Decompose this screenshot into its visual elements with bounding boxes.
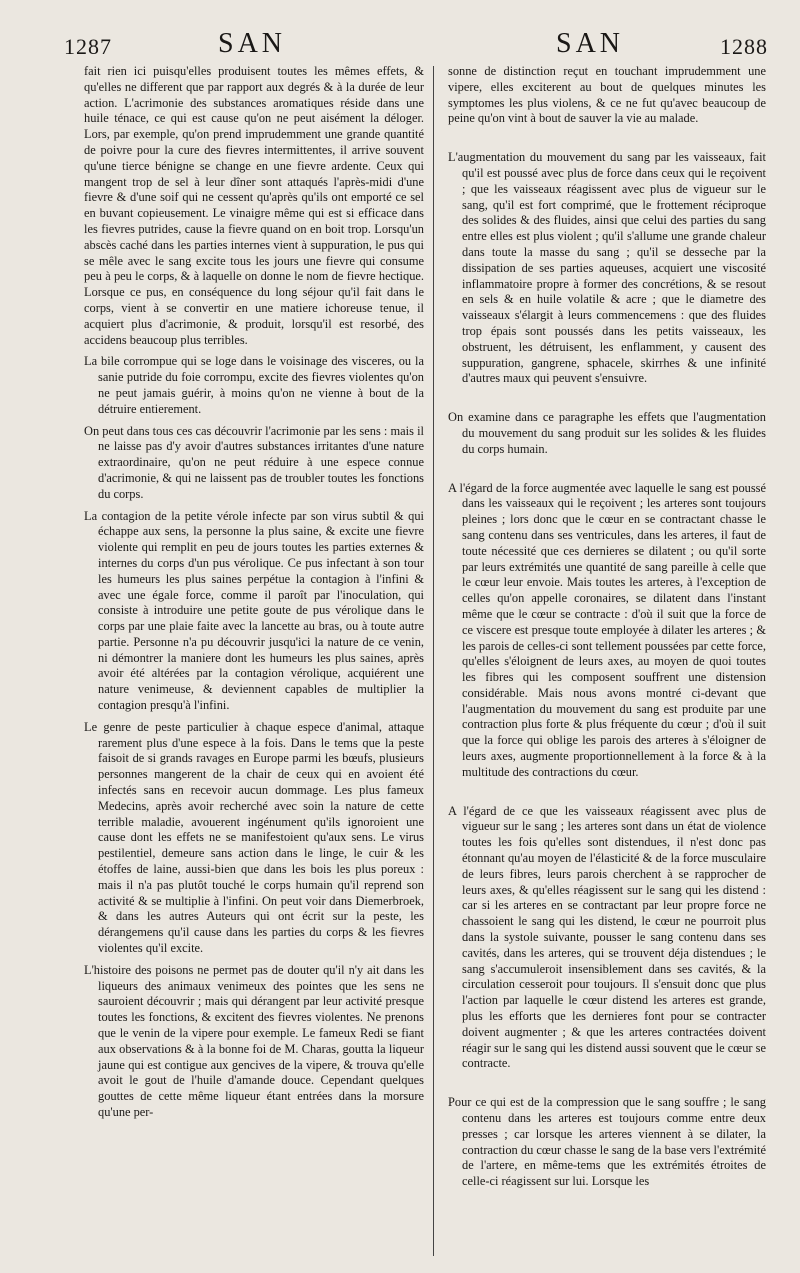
paragraph: sonne de distinction reçut en touchant imprudemment une vipere, elles exciterent au bout de quelques minutes les symptomes les plus violens, & ce ne fut qu'avec beaucoup de peine qu'on vint à bout de sauver la vie au malade.	[448, 64, 766, 126]
spacer	[448, 467, 766, 481]
spacer	[448, 790, 766, 804]
page-number-left: 1287	[64, 34, 112, 59]
spacer	[448, 1081, 766, 1095]
spacer	[448, 136, 766, 150]
paragraph: A l'égard de ce que les vaisseaux réagissent avec plus de vigueur sur le sang ; les arteres sont dans un état de violence toutes les fois qu'elles sont distendues, il n'est donc pas étonnant qu'au moyen de l'élasticité & de la force musculaire de leurs fibres, leurs parois cherchent à se rapprocher de leurs axes, & qu'elles réagissent sur le sang qui les distend : car si les arteres en se contractant par leur propre force ne chassoient le sang qui les distend, le cœur ne pourroit plus dans la systole suivante, pousser le sang contenu dans ses cavités, dans les arteres, qui se trouvent déja distendues ; le sang s'accumuleroit insensiblement dans ses cavités, & la circulation cesseroit pour toujours. Il s'ensuit donc que plus l'action par laquelle le cœur distend les arteres est grande, plus les efforts que les dernieres font pour se contracter doivent augmenter ; & que les arteres contractées doivent réagir sur le sang qui les distend aussi souvent que le cœur se contracte.	[448, 803, 766, 1071]
page-number-right: 1288	[720, 34, 768, 59]
paragraph: fait rien ici puisqu'elles produisent toutes les mêmes effets, & qu'elles ne different que par rapport aux degrés & à la durée de leur action. L'acrimonie des substances aromatiques réside dans une huile ténace, ce qui est cause qu'on ne peut aisément la déloger. Lors, par exemple, qu'on prend imprudemment une grande quantité de poivre pour la cure des fievres intermittentes, il arrive souvent qu'une tierce bénigne se change en une fievre ardente. Ceux qui mangent trop de sel à leur dîner sont attaqués l'après-midi d'une fievre & d'une soif qui ne cessent qu'après qu'ils ont emporté ce sel en buvant copieusement. Le vinaigre même qui est si efficace dans les fievres putrides, cause la fievre quand on en boit trop. Lorsqu'un abscès caché dans les parties internes vient à suppuration, le pus qui se mêle avec le sang excite tous les jours une fievre qui consume peu à peu le corps, & à laquelle on donne le nom de fievre hectique. Lorsque ce pus, en conséquence du long séjour qu'il fait dans le corps, vient à se convertir en une matiere ichoreuse tenue, il acquiert plus d'acrimonie, & produit, lorsqu'il est resorbé, des accidens beaucoup plus terribles.	[84, 64, 424, 347]
left-column	[84, 64, 424, 1264]
spacer	[448, 396, 766, 410]
page-header	[0, 28, 800, 62]
right-column	[448, 64, 766, 1264]
paragraph: A l'égard de la force augmentée avec laquelle le sang est poussé dans les vaisseaux qui le reçoivent ; les arteres sont toujours pleines ; lors donc que le cœur en se contractant chasse le sang contenu dans ses ventricules, dans les arteres, il faut de toute nécessité que ces dernieres se dilatent ; ou qu'il sorte par leurs extrémités une quantité de sang pareille à celle que le cœur leur envoie. Mais toutes les arteres, à l'exception de celles qu'on appelle coronaires, se dilatent dans l'instant même que le cœur se contracte : d'où il suit que la force de ce viscere est presque toute employée à dilater les arteres ; & les parois de celles-ci sont tellement poussées par cette force, qu'elles s'éloignent de leurs axes, au moyen de quoi toutes les fibres qui les composent souffrent une distension considérable. Mais nous avons montré ci-devant que l'augmentation du mouvement du sang est produite par une contraction plus forte & plus fréquente du cœur ; d'où il suit que la force qui oblige les parois des arteres à s'éloigner de leurs axes, augmente proportionnellement à la force & à la multitude des contractions du cœur.	[448, 480, 766, 779]
paragraph: On peut dans tous ces cas découvrir l'acrimonie par les sens : mais il ne laisse pas d'y avoir d'autres substances irritantes d'une nature extraordinaire, qu'on ne peut réduire à une espece connue d'acrimonie, & qui ne laissent pas de troubler toutes les fonctions du corps.	[84, 423, 424, 501]
paragraph: L'augmentation du mouvement du sang par les vaisseaux, fait qu'il est poussé avec plus de force dans ceux qui le reçoivent ; que les vaisseaux réagissent avec plus de vigueur sur le sang, qu'il est fort comprimé, que le frottement réciproque des solides & des fluides, ainsi que celui des parties du sang entre elles est plus violent ; qu'il s'allume une grande chaleur dans toute la masse du sang ; qu'il se desseche par la dissipation de ses parties aqueuses, acquiert une viscosité inflammatoire propre à former des concrétions, & se resout en sels & en huile volatile & acre ; que le diametre des vaisseaux s'élargit à leurs commencemens : que des fluides trop épais sont poussés dans les petits vaisseaux, les obstruent, les détruisent, les enflamment, y causent des suppuration, gangrene, sphacele, skirrhes & une infinité d'autres maux qui peuvent s'ensuivre.	[448, 150, 766, 386]
paragraph: La contagion de la petite vérole infecte par son virus subtil & qui échappe aux sens, la personne la plus saine, & excite une fievre violente qui remplit en peu de jours toutes les parties externes & internes du corps d'un pus vérolique. Ce pus infectant à son tour les humeurs les plus saines perpétue la contagion à l'infini & avec une égale force, comme il paroît par l'inoculation, qui consiste à introduire une petite goute de pus vérolique dans le corps par une plaie faite avec la lancette au bras, ou à toute autre partie. Personne n'a pu découvrir jusqu'ici la nature de ce venin, ni démontrer la maniere dont les humeurs les plus saines, après avoir été altérées par la contagion vérolique, acquiérent une nature venimeuse, & deviennent capables de multiplier la contagion presqu'à l'infini.	[84, 508, 424, 713]
paragraph: Pour ce qui est de la compression que le sang souffre ; le sang contenu dans les arteres est toujours comme entre deux presses ; car lorsque les arteres viennent à se dilater, la contraction du cœur chasse le sang de la base vers l'extrémité de l'artere, en même-tems que les extrémités étroites de celle-ci réagissent sur lui. Lorsque les	[448, 1095, 766, 1189]
paragraph: On examine dans ce paragraphe les effets que l'augmentation du mouvement du sang produit sur les solides & les fluides du corps humain.	[448, 410, 766, 456]
column-divider	[433, 66, 434, 1256]
paragraph: La bile corrompue qui se loge dans le voisinage des visceres, ou la sanie putride du foie corrompu, excite des fievres violentes qu'on ne peut jamais guérir, à moins qu'on ne vienne à bout de la détruire entierement.	[84, 354, 424, 416]
running-head-right: SAN	[556, 28, 625, 59]
running-head-left: SAN	[218, 28, 287, 59]
paragraph: Le genre de peste particulier à chaque espece d'animal, attaque rarement plus d'une espece à la fois. Dans le tems que la peste faisoit de si grands ravages en Europe parmi les bœufs, plusieurs personnes mangerent de la chair de ceux qui en avoient été infectés sans en recevoir aucun dommage. Les plus fameux Medecins, après avoir recherché avec soin la nature de cette terrible maladie, avouerent ingénument qu'ils ignoroient une cause dont les effets ne se manifestoient qu'aux sens. Le virus pestilentiel, demeure sans action dans le linge, le cuir & les étoffes de laine, aussi-bien que dans les bois les plus poreux : mais il n'a pas plutôt touché le corps humain qu'il reprend son activité & se multiplie à l'infini. On peut voir dans Diemerbroek, & dans les autres Auteurs qui ont écrit sur la peste, les dérangemens qu'il cause dans les parties du corps & les fievres violentes qu'il excite.	[84, 719, 424, 956]
paragraph: L'histoire des poisons ne permet pas de douter qu'il n'y ait dans les liqueurs des animaux venimeux des pointes que les sens ne sauroient découvrir ; mais qui dérangent par leur activité presque toutes les fonctions, & excitent des fievres violentes. Ne prenons que le venin de la vipere pour exemple. Le fameux Redi se fiant aux observations & à la bonne foi de M. Charas, goutta la liqueur jaune qui est contigue aux gencives de la vipere, & trouva qu'elle avoit le gout de l'huile d'amande douce. Cependant quelques gouttes de cette même liqueur étant entrées dans la morsure qu'une per-	[84, 962, 424, 1119]
